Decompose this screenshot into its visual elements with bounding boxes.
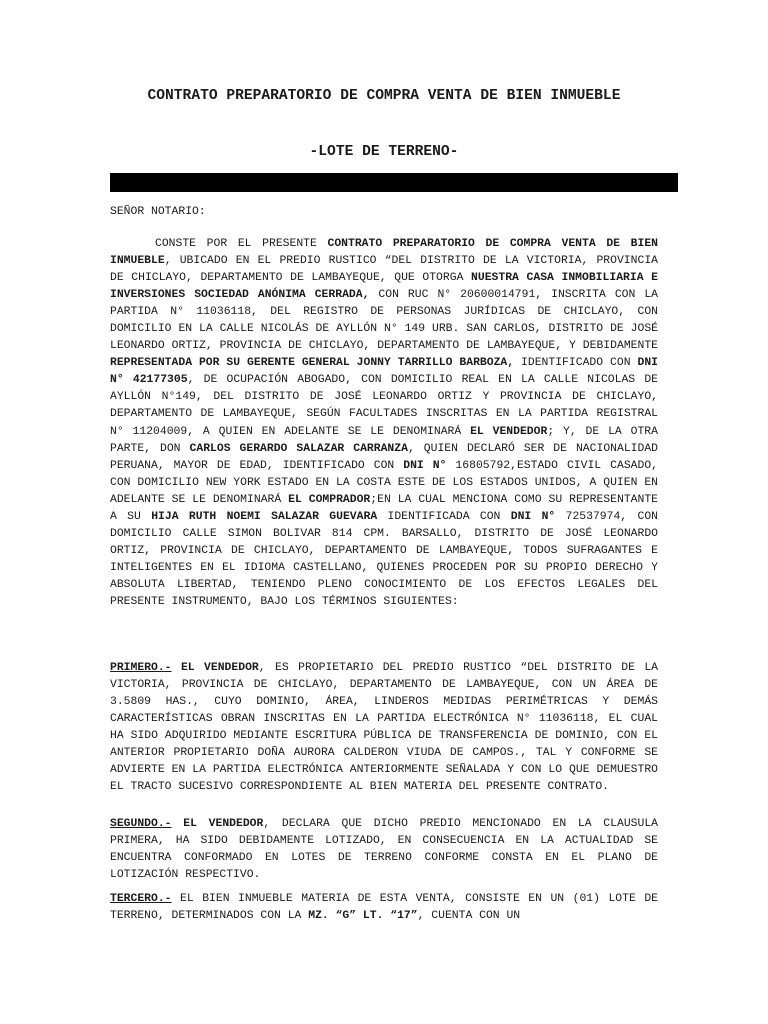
text: IDENTIFICADA CON [377,510,511,523]
clause-heading: TERCERO.- [110,893,172,905]
bold-text: EL VENDEDOR [171,662,259,674]
bold-text: DNI N° 42177305 [110,357,658,387]
text: , ES PROPIETARIO DEL PREDIO RUSTICO “DEL DISTRITO DE LA VICTORIA, PROVINCIA DE CHICLAYO, DEPARTAMENTO DE LAMBAYEQUE, CON UN ÁREA DE 3.5809 HAS., CUYO DOMINIO, ÁREA, LINDEROS MEDIDAS PERIMÉTRICAS Y DEMÁS CARACTERÍSTICAS OBRAN INSCRITAS EN LA PARTIDA ELECTRÓNICA N° 11036118, EL CUAL HA SIDO ADQUIRIDO MEDIANTE ESCRITURA PÚBLICA DE TRANSFERENCIA DE DOMINIO, CON EL ANTERIOR PROPIETARIO DOÑA AURORA CALDERON VIUDA DE CAMPOS., TAL Y CONFORME SE ADVIERTE EN LA PARTIDA ELECTRÓNICA ANTERIORMENTE SEÑALADA Y CON LO QUE DEMUESTRO EL TRACTO SUCESIVO CORRESPONDIENTE AL BIEN MATERIA DEL PRESENTE CONTRATO. [110,662,659,794]
text: ; Y, DE LA OTRA PARTE, DON [110,425,658,455]
paragraph-intro [110,236,658,611]
bold-text: DNI N° [510,510,556,523]
text: CONSTE POR EL PRESENTE [155,238,328,250]
text: EL BIEN INMUEBLE MATERIA DE ESTA VENTA, CONSISTE EN UN (01) LOTE DE TERRENO, DETERMINADOS CON LA [110,893,658,923]
text: IDENTIFICADO CON [514,357,638,370]
clause-segundo [110,816,658,884]
bold-text: NUESTRA CASA INMOBILIARIA E INVERSIONES SOCIEDAD ANÓNIMA CERRADA, [110,272,659,302]
text: 16805792,ESTADO CIVIL CASADO, CON DOMICILIO NEW YORK ESTADO EN LA COSTA ESTE DE LOS ESTADOS UNIDOS, A QUIEN EN ADELANTE SE LE DENOMINARÁ [110,459,658,506]
text: ;EN LA CUAL MENCIONA COMO SU REPRESENTANTE A SU [110,493,658,523]
bold-text: CARLOS GERARDO SALAZAR CARRANZA [189,442,408,455]
bold-text: EL VENDEDOR [470,425,548,438]
bold-text: CONTRATO PREPARATORIO DE COMPRA VENTA DE BIEN INMUEBLE [110,238,659,268]
greeting: SEÑOR NOTARIO: [110,206,206,218]
clause-heading: PRIMERO.- [110,662,172,674]
bold-text: MZ. “G” LT. “17” [308,910,418,923]
clause-tercero [110,891,658,925]
clause-primero [110,660,658,796]
text: , QUIEN DECLARÓ SER DE NACIONALIDAD PERUANA, MAYOR DE EDAD, IDENTIFICADO CON [110,442,659,472]
text: , UBICADO EN EL PREDIO RUSTICO “DEL DISTRITO DE LA VICTORIA, PROVINCIA DE CHICLAYO, DEPARTAMENTO DE LAMBAYEQUE, QUE OTORGA [110,255,658,285]
text: CON RUC N° 20600014791, INSCRITA CON LA PARTIDA N° 11036118, DEL REGISTRO DE PERSONAS JURÍDICAS DE CHICLAYO, CON DOMICILIO EN LA CALLE NICOLÁS DE AYLLÓN N° 149 URB. SAN CARLOS, DISTRITO DE JOSÉ LEONARDO ORTIZ, PROVINCIA DE CHICLAYO, DEPARTAMENTO DE LAMBAYEQUE, Y DEBIDAMENTE [110,289,659,353]
bold-text: EL VENDEDOR [171,818,264,830]
bold-text: DNI N° [403,459,447,472]
document-title: CONTRATO PREPARATORIO DE COMPRA VENTA DE BIEN INMUEBLE [147,88,621,104]
text: , CUENTA CON UN [417,910,521,923]
document-subtitle: -LOTE DE TERRENO- [309,144,459,160]
bold-text: REPRESENTADA POR SU GERENTE GENERAL JONNY TARRILLO BARBOZA, [110,357,515,370]
text: 72537974, CON DOMICILIO CALLE SIMON BOLIVAR 814 CPM. BARSALLO, DISTRITO DE JOSÉ LEONARDO ORTIZ, PROVINCIA DE CHICLAYO, DEPARTAMENTO DE LAMBAYEQUE, TODOS SUFRAGANTES E INTELIGENTES EN EL IDIOMA CASTELLANO, QUIENES PROCEDEN POR SU PROPIO DERECHO Y ABSOLUTA LIBERTAD, TENIENDO PLENO CONOCIMIENTO DE LOS EFECTOS LEGALES DEL PRESENTE INSTRUMENTO, BAJO LOS TÉRMINOS SIGUIENTES: [110,510,658,608]
text: , DECLARA QUE DICHO PREDIO MENCIONADO EN LA CLAUSULA PRIMERA, HA SIDO DEBIDAMENTE LOTIZADO, EN CONSECUENCIA EN LA ACTUALIDAD SE ENCUENTRA CONFORMADO EN LOTES DE TERRENO CONFORME CONSTA EN EL PLANO DE LOTIZACIÓN RESPECTIVO. [110,818,658,882]
text: , DE OCUPACIÓN ABOGADO, CON DOMICILIO REAL EN LA CALLE NICOLAS DE AYLLÓN N°149, DEL DISTRITO DE JOSÉ LEONARDO ORTIZ Y PROVINCIA DE CHICLAYO, DEPARTAMENTO DE LAMBAYEQUE, SEGÚN FACULTADES INSCRITAS EN LA PARTIDA REGISTRAL N° 11204009, A QUIEN EN ADELANTE SE LE DENOMINARÁ [110,374,658,438]
clause-heading: SEGUNDO.- [110,818,172,830]
bold-text: EL COMPRADOR [288,493,371,506]
header-divider-bar [110,173,678,192]
bold-text: HIJA RUTH NOEMI SALAZAR GUEVARA [151,510,378,523]
